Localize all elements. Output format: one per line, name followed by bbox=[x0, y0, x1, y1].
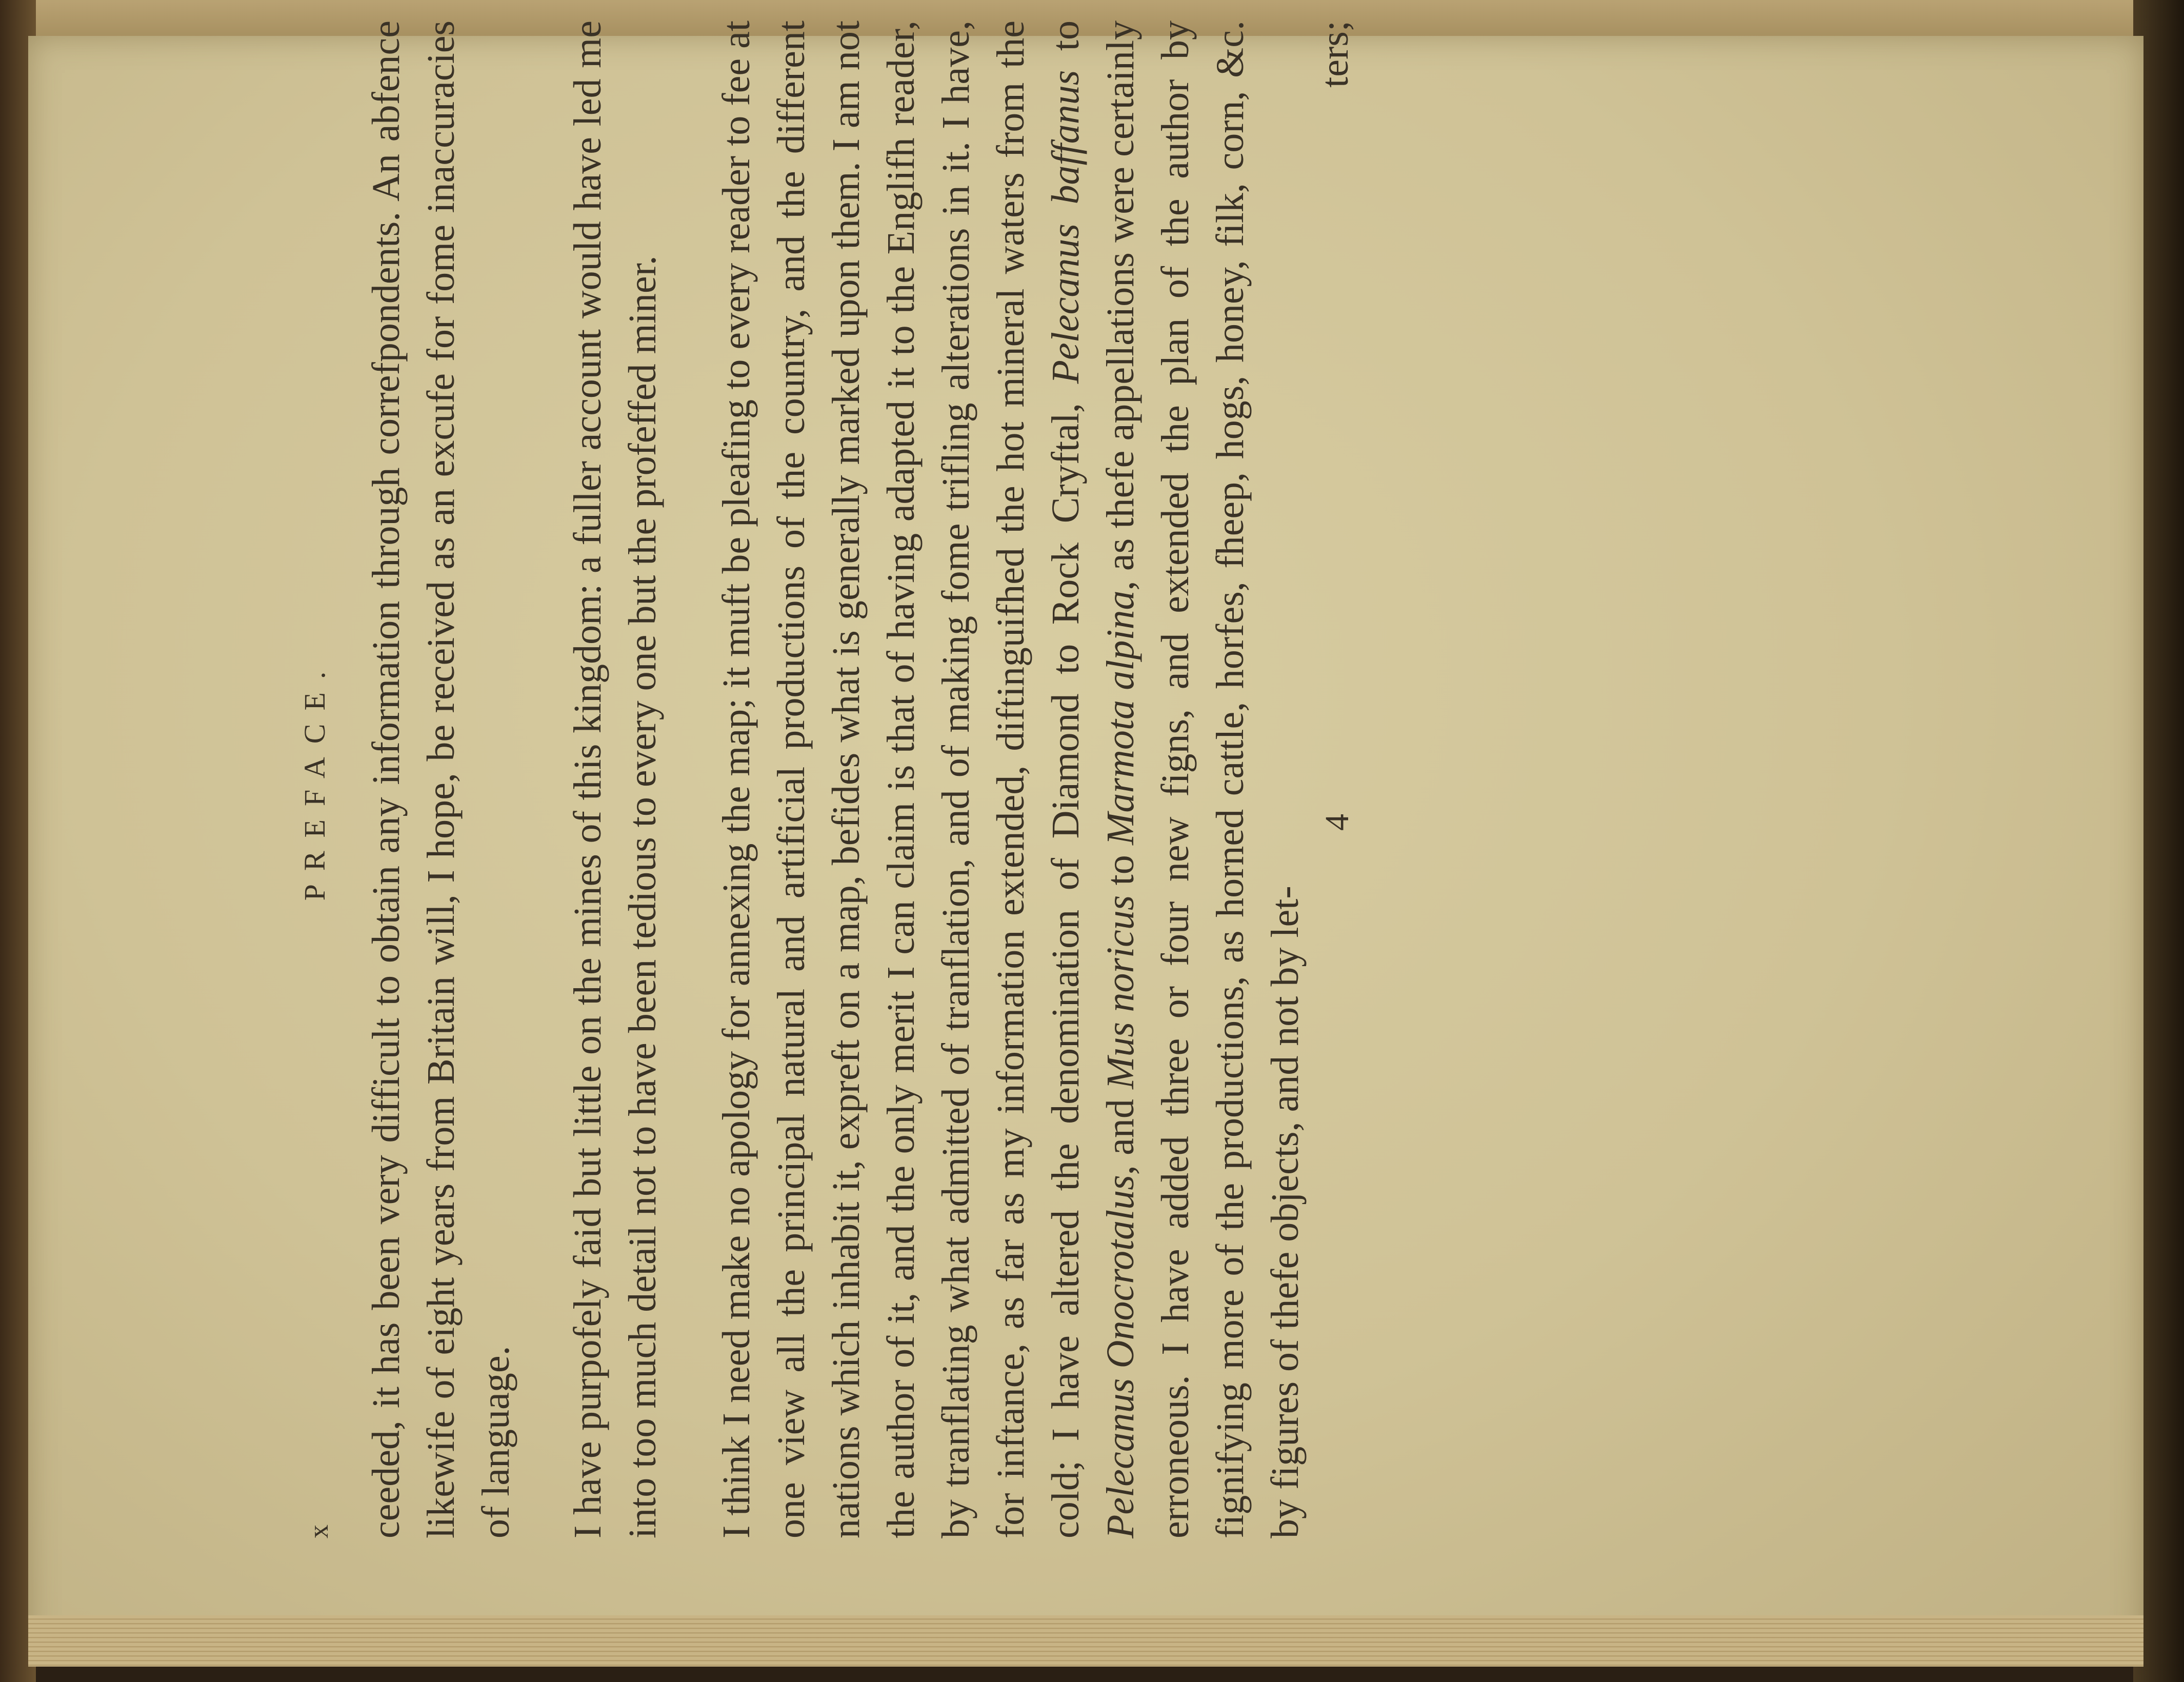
paragraph-3-text-5: , as thefe appellations were certainly erroneous. I have added three or four new figns, and extended the plan of the author by fignifying more of the productions, as horned cattle, horfes, fheep, hogs, honey, filk, corn, &c. by figures of thefe objects, and not by let- bbox=[1099, 20, 1307, 1538]
latin-name-2: Pelecanus Onocrotalus bbox=[1099, 1175, 1142, 1538]
paragraph-2: I have purpofely faid but little on the mines of this kingdom: a fuller account would have led me into too much detail not to have been tedious to every one but the profeffed miner. bbox=[566, 21, 664, 1538]
signature-mark: 4 bbox=[1318, 814, 1356, 831]
paragraph-3-text-3: , and bbox=[1099, 1089, 1142, 1175]
running-head: PREFACE. bbox=[298, 658, 331, 901]
rotated-text-block bbox=[297, 21, 1846, 1538]
catchword: ters; bbox=[1313, 21, 1356, 88]
paragraph-3-text-4: to bbox=[1099, 845, 1142, 895]
paragraph-1: ceeded, it has been very difficult to obtain any information through correfpondents. An abfence likewife of eight years from Britain will, I hope, be received as an excufe for fome inaccuracies of language. bbox=[365, 21, 517, 1538]
page-footer bbox=[1313, 21, 1369, 1538]
page-header bbox=[297, 21, 359, 1538]
page-stack-edges bbox=[28, 1615, 2143, 1667]
paragraph-3 bbox=[709, 21, 1313, 1538]
latin-name-3: Mus noricus bbox=[1099, 895, 1142, 1089]
paragraph-3-text-1: I think I need make no apology for annexing the map; it muft be pleafing to every reader to fee at one view all the principal natural and artificial productions of the country, and the different nations which inhabit it, expreft on a map, befides what is generally marked upon them. I am not the author of it, and the only merit I can claim is that of having adapted it to the Englifh reader, by tranflating what admitted of tranflation, and of making fome trifling alterations in it. I have, for inftance, as far as my information extended, diftinguifhed the hot mineral waters from the cold; I have altered the denomination of Diamond to Rock Cryftal, bbox=[715, 21, 1087, 1538]
latin-name-1: Pelecanus baffanus bbox=[1044, 70, 1087, 384]
paragraph-3-text-2: to bbox=[1044, 21, 1087, 70]
latin-name-4: Marmota alpina bbox=[1099, 590, 1142, 845]
page-number: x bbox=[303, 1525, 334, 1538]
